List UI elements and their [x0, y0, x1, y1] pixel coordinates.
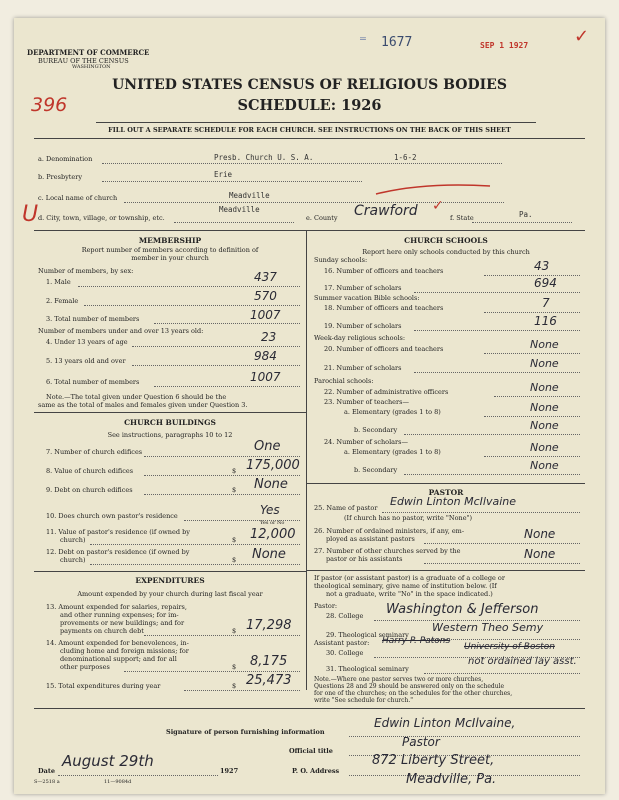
- q20-value: None: [530, 338, 559, 351]
- female-line: [84, 305, 300, 306]
- schools-subhead: Report here only schools conducted by this church: [362, 248, 530, 256]
- assistant-ministers-value: None: [524, 527, 556, 541]
- county-value: Crawford: [354, 203, 418, 219]
- assistant-pastor-label: Assistant pastor:: [314, 639, 370, 647]
- pastor-seminary-value: Western Theo Semy: [432, 621, 544, 634]
- vacation-schools-label: Summer vacation Bible schools:: [314, 294, 420, 302]
- date-label: Date: [38, 767, 55, 775]
- under-13-label: 4. Under 13 years of age: [46, 338, 128, 346]
- membership-note-2: same as the total of males and females given under Question 3.: [38, 401, 248, 409]
- under-13-line: [132, 346, 300, 347]
- q24-label: 24. Number of scholars—: [324, 438, 408, 446]
- other-churches-value: None: [524, 547, 556, 561]
- running-expenses-label-2: and other running expenses; for im-: [60, 611, 179, 619]
- denomination-line: [102, 163, 502, 164]
- total-expenditures-value: 25,473: [246, 673, 292, 688]
- assistant-college-label: 30. College: [326, 649, 364, 657]
- q18-line: [484, 312, 580, 313]
- residence-debt-line: [90, 564, 300, 565]
- stamp-mark: ⁼: [359, 32, 367, 50]
- q16-value: 43: [534, 259, 550, 273]
- running-expenses-label-4: payments on church debt: [60, 627, 144, 635]
- city-value: Meadville: [219, 205, 260, 214]
- bureau-title: BUREAU OF THE CENSUS: [38, 57, 129, 65]
- edifice-debt-line: [144, 494, 300, 495]
- q23b-line: [404, 434, 580, 435]
- county-check-mark: ✓: [432, 198, 444, 214]
- date-year: 1927: [220, 767, 239, 775]
- total-expenditures-line: [184, 690, 300, 691]
- residence-debt-label-2: church): [60, 556, 86, 564]
- over-13-label: 5. 13 years old and over: [46, 357, 126, 365]
- members-by-age-label: Number of members under and over 13 years old:: [38, 327, 204, 335]
- church-name-value: Meadville: [229, 191, 270, 200]
- q23a-line: [484, 416, 580, 417]
- running-expenses-label-1: 13. Amount expended for salaries, repairs,: [46, 603, 187, 611]
- denomination-value: Presb. Church U. S. A.: [214, 153, 314, 162]
- q24b-label: b. Secondary: [354, 466, 398, 474]
- male-value: 437: [254, 270, 277, 284]
- running-expenses-dollar: $: [232, 627, 237, 635]
- q21-label: 21. Number of scholars: [324, 364, 402, 372]
- schools-heading: CHURCH SCHOOLS: [404, 236, 488, 245]
- stamp-number: 1677: [381, 35, 413, 50]
- q19-line: [414, 330, 580, 331]
- total-members-label: 3. Total number of members: [46, 315, 140, 323]
- signature-line: [349, 736, 580, 737]
- q22-label: 22. Number of administrative officers: [324, 388, 449, 396]
- pastor-label: Pastor:: [314, 602, 338, 610]
- schools-divider: [307, 483, 585, 484]
- q23b-value: None: [530, 419, 559, 432]
- header-rule-bottom: [34, 138, 585, 139]
- state-line: [472, 222, 572, 223]
- buildings-divider: [34, 571, 306, 572]
- pastor-name-hint: (If church has no pastor, write "None"): [344, 514, 473, 522]
- red-margin-mark: U: [22, 202, 39, 227]
- q17-line: [414, 292, 580, 293]
- assistant-ministers-label-1: 26. Number of ordained ministers, if any, em-: [314, 527, 465, 535]
- other-churches-line: [424, 563, 580, 564]
- membership-heading: MEMBERSHIP: [138, 236, 202, 245]
- benevolences-label-3: denominational support; and for all: [60, 655, 177, 663]
- pastor-college-label: 28. College: [326, 612, 364, 620]
- total-members-6-value: 1007: [250, 370, 281, 384]
- q18-value: 7: [542, 296, 550, 310]
- address-label: P. O. Address: [292, 767, 340, 775]
- instruction-line: FILL OUT A SEPARATE SCHEDULE FOR EACH CHURCH. SEE INSTRUCTIONS ON THE BACK OF THIS SHEET: [108, 126, 511, 134]
- q23a-label: a. Elementary (grades 1 to 8): [344, 408, 441, 416]
- official-title-label: Official title: [289, 747, 333, 755]
- q24b-value: None: [530, 459, 559, 472]
- form-number: S—2518 a: [34, 779, 60, 785]
- q22-line: [494, 396, 580, 397]
- pastor-name-label: 25. Name of pastor: [314, 504, 378, 512]
- edifice-value-line: [144, 475, 300, 476]
- q16-label: 16. Number of officers and teachers: [324, 267, 444, 275]
- pastor-seminary-label: 29. Theological seminary: [326, 631, 409, 639]
- female-label: 2. Female: [46, 297, 79, 305]
- official-title-value: Pastor: [402, 735, 440, 749]
- benevolences-value: 8,175: [250, 654, 288, 669]
- city-line: [174, 222, 294, 223]
- q21-line: [414, 372, 580, 373]
- owns-residence-line: [184, 520, 300, 521]
- q20-label: 20. Number of officers and teachers: [324, 345, 444, 353]
- owns-residence-hint: Yes or No: [260, 520, 285, 526]
- benevolences-label-2: cluding home and foreign missions; for: [60, 647, 189, 655]
- edifice-value-value: 175,000: [246, 458, 300, 473]
- red-handwritten-number: 396: [31, 94, 68, 116]
- presbytery-line: [102, 181, 362, 182]
- presbytery-value: Erie: [214, 170, 233, 179]
- denomination-code: 1-6-2: [394, 153, 417, 162]
- q24a-line: [484, 456, 580, 457]
- church-name-line: [124, 202, 504, 203]
- over-13-value: 984: [254, 349, 277, 363]
- date-line: [58, 775, 218, 776]
- q20-line: [484, 353, 580, 354]
- header-rule-top: [96, 122, 536, 123]
- address-value-2: Meadville, Pa.: [406, 772, 497, 787]
- total-members-line: [154, 323, 300, 324]
- pastor-name-line: [382, 512, 580, 513]
- college-note-2: theological seminary, give name of institution below. (If: [314, 582, 497, 590]
- sunday-schools-label: Sunday schools:: [314, 256, 368, 264]
- edifice-debt-value: None: [254, 477, 288, 492]
- church-edifices-line: [144, 456, 300, 457]
- denomination-label: a. Denomination: [38, 155, 93, 163]
- pastor-college-value: Washington & Jefferson: [386, 602, 539, 617]
- membership-subhead-2: member in your church: [131, 254, 209, 262]
- buildings-heading: CHURCH BUILDINGS: [124, 418, 216, 427]
- total-members-6-label: 6. Total number of members: [46, 378, 140, 386]
- residence-value-value: 12,000: [250, 527, 296, 542]
- expenditures-subhead: Amount expended by your church during last fiscal year: [77, 590, 263, 598]
- college-note-3: not a graduate, write "No" in the space indicated.): [326, 590, 493, 598]
- q16-line: [484, 275, 580, 276]
- residence-debt-value: None: [252, 547, 286, 562]
- benevolences-label-1: 14. Amount expended for benevolences, in-: [46, 639, 189, 647]
- bureau-city: WASHINGTON: [72, 64, 111, 70]
- received-date-stamp: SEP 1 1927: [480, 41, 529, 50]
- parochial-schools-label: Parochial schools:: [314, 377, 374, 385]
- edifice-debt-label: 9. Debt on church edifices: [46, 486, 133, 494]
- church-name-label: c. Local name of church: [38, 194, 118, 202]
- pastor-note-4: write "See schedule for church.": [314, 697, 414, 704]
- residence-value-dollar: $: [232, 536, 237, 544]
- red-check-mark: ✓: [574, 26, 590, 47]
- edifice-debt-dollar: $: [232, 486, 237, 494]
- q23a-value: None: [530, 401, 559, 414]
- pastor-note-2: Questions 28 and 29 should be answered only on the schedule: [314, 683, 505, 690]
- q19-label: 19. Number of scholars: [324, 322, 402, 330]
- other-churches-label-2: pastor or his assistants: [326, 555, 403, 563]
- q17-label: 17. Number of scholars: [324, 284, 402, 292]
- residence-value-label-1: 11. Value of pastor's residence (if owned by: [46, 528, 190, 536]
- assistant-pastor-value: Harry P. Patons: [382, 636, 451, 646]
- edifice-value-label: 8. Value of church edifices: [46, 467, 134, 475]
- benevolences-line: [124, 671, 300, 672]
- q18-label: 18. Number of officers and teachers: [324, 304, 444, 312]
- assistant-seminary-value: not ordained lay asst.: [468, 656, 577, 667]
- assistant-college-value: University of Boston: [464, 642, 555, 652]
- schedule-title: SCHEDULE: 1926: [237, 97, 382, 114]
- pastor-divider: [307, 570, 585, 571]
- q19-value: 116: [534, 314, 557, 328]
- weekday-schools-label: Week-day religious schools:: [314, 334, 406, 342]
- over-13-line: [132, 365, 300, 366]
- q23b-label: b. Secondary: [354, 426, 398, 434]
- under-13-value: 23: [261, 330, 277, 344]
- owns-residence-value: Yes: [260, 503, 280, 517]
- pastor-note-1: Note.—Where one pastor serves two or more churches,: [314, 676, 484, 683]
- pastor-note-3: for one of the churches; on the schedules for the other churches,: [314, 690, 513, 697]
- residence-value-label-2: church): [60, 536, 86, 544]
- running-expenses-value: 17,298: [246, 618, 292, 633]
- q24b-line: [404, 474, 580, 475]
- edifice-value-dollar: $: [232, 467, 237, 475]
- q21-value: None: [530, 357, 559, 370]
- county-label: e. County: [306, 214, 338, 222]
- buildings-subhead: See instructions, paragraphs 10 to 12: [107, 431, 233, 439]
- q22-value: None: [530, 381, 559, 394]
- pastor-heading: PASTOR: [428, 488, 464, 497]
- owns-residence-label: 10. Does church own pastor's residence: [46, 512, 178, 520]
- red-underline-mark: [374, 182, 494, 198]
- assistant-seminary-label: 31. Theological seminary: [326, 665, 409, 673]
- college-note-1: If pastor (or assistant pastor) is a graduate of a college or: [314, 574, 505, 582]
- residence-value-line: [90, 544, 300, 545]
- assistant-ministers-line: [424, 543, 580, 544]
- benevolences-label-4: other purposes: [60, 663, 110, 671]
- membership-divider: [34, 412, 306, 413]
- q24a-value: None: [530, 441, 559, 454]
- city-label: d. City, town, village, or township, etc.: [38, 214, 165, 222]
- presbytery-label: b. Presbytery: [38, 173, 83, 181]
- members-by-sex-label: Number of members, by sex:: [38, 267, 134, 275]
- other-churches-label-1: 27. Number of other churches served by the: [314, 547, 461, 555]
- female-value: 570: [254, 289, 277, 303]
- assistant-seminary-line: [424, 673, 580, 674]
- total-expenditures-dollar: $: [232, 682, 237, 690]
- running-expenses-label-3: provements or new buildings; and for: [60, 619, 185, 627]
- residence-debt-dollar: $: [232, 556, 237, 564]
- signature-value: Edwin Linton McIlvaine,: [374, 716, 516, 730]
- assistant-ministers-label-2: ployed as assistant pastors: [326, 535, 415, 543]
- date-value: August 29th: [62, 752, 154, 770]
- department-title: DEPARTMENT OF COMMERCE: [27, 48, 150, 57]
- total-members-value: 1007: [250, 308, 281, 322]
- church-edifices-value: One: [254, 439, 281, 454]
- q17-value: 694: [534, 276, 557, 290]
- signature-label: Signature of person furnishing information: [166, 728, 325, 736]
- expenditures-heading: EXPENDITURES: [135, 576, 205, 585]
- male-line: [78, 286, 300, 287]
- address-value: 872 Liberty Street,: [372, 753, 495, 768]
- column-divider: [306, 230, 307, 690]
- section-divider: [34, 230, 585, 231]
- running-expenses-line: [144, 635, 300, 636]
- census-schedule-document: [14, 18, 605, 794]
- benevolences-dollar: $: [232, 663, 237, 671]
- q23-label: 23. Number of teachers—: [324, 398, 409, 406]
- pastor-name-value: Edwin Linton McIlvaine: [390, 495, 517, 508]
- signature-divider: [34, 708, 585, 709]
- q24a-label: a. Elementary (grades 1 to 8): [344, 448, 441, 456]
- print-number: 11—9084d: [104, 779, 132, 785]
- state-label: f. State: [450, 214, 474, 222]
- total-members-6-line: [154, 386, 300, 387]
- membership-note-1: Note.—The total given under Question 6 should be the: [46, 393, 227, 401]
- residence-debt-label-1: 12. Debt on pastor's residence (if owned by: [46, 548, 190, 556]
- total-expenditures-label: 15. Total expenditures during year: [46, 682, 161, 690]
- membership-subhead-1: Report number of members according to definition of: [81, 246, 259, 254]
- state-value: Pa.: [519, 210, 533, 219]
- form-title: UNITED STATES CENSUS OF RELIGIOUS BODIES: [112, 77, 507, 93]
- male-label: 1. Male: [46, 278, 71, 286]
- church-edifices-label: 7. Number of church edifices: [46, 448, 143, 456]
